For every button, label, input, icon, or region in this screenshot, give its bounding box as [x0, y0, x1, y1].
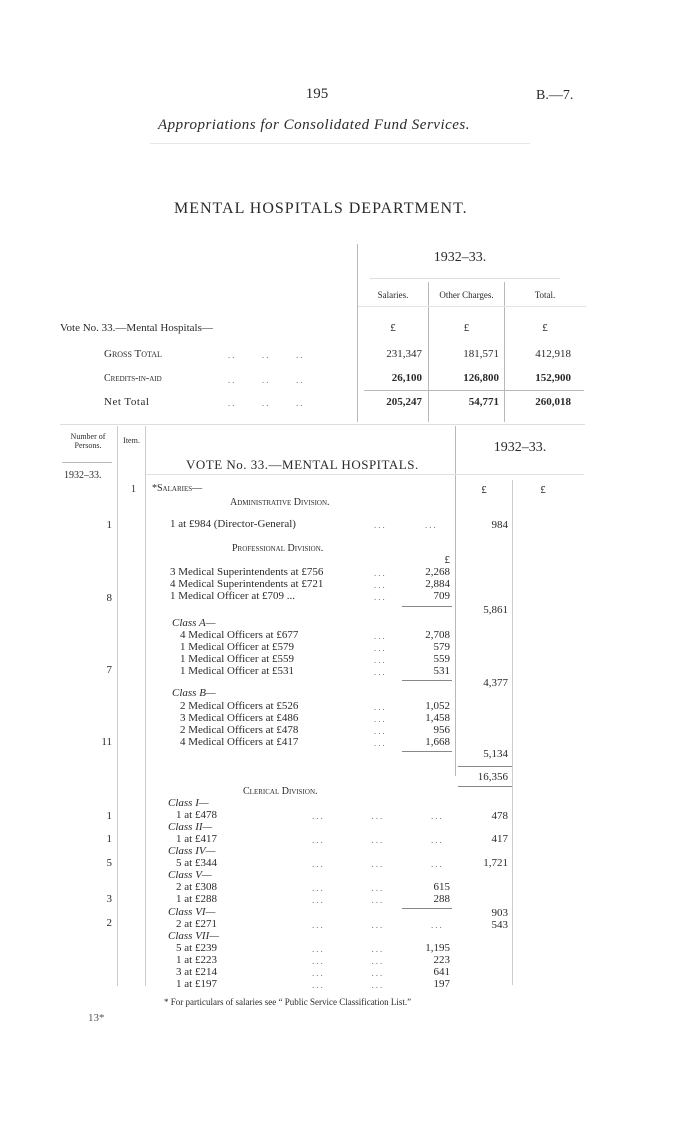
- line-item-text: 2 Medical Officers at £478: [180, 724, 299, 736]
- admin-division-heading: Administrative Division.: [230, 497, 330, 508]
- line-item-amount: 579: [433, 641, 450, 653]
- class-iv-line: 5 at £344: [176, 857, 217, 869]
- class-a-persons: 7: [106, 664, 112, 676]
- line-item-text: 3 at £214: [176, 966, 217, 978]
- line-item-text: 1 Medical Officer at £531: [180, 665, 295, 677]
- line-item-text: 1 Medical Officer at £559: [180, 653, 295, 665]
- class-ii-line: 1 at £417: [176, 833, 217, 845]
- class-a-heading: Class A—: [172, 617, 216, 629]
- page-number: 195: [305, 86, 329, 102]
- line-item-text: 1 at £223: [176, 954, 217, 966]
- admin-line: 1 at £984 (Director-General): [170, 518, 296, 530]
- salaries-heading: *Salaries—: [152, 483, 203, 494]
- line-item-amount: 1,458: [425, 712, 450, 724]
- line-item-amount: 2,884: [425, 578, 450, 590]
- line-item-text: 3 Medical Superintendents at £756: [170, 566, 324, 578]
- prof-total: 16,356: [477, 771, 508, 783]
- line-item-amount: 641: [433, 966, 450, 978]
- summary-row-label: Net Total: [104, 396, 150, 408]
- line-item-text: 4 Medical Officers at £677: [180, 629, 299, 641]
- line-item-amount: 1,668: [425, 736, 450, 748]
- line-item-amount: 709: [433, 590, 450, 602]
- class-vi-amount: 543: [491, 919, 508, 931]
- credits-salaries: 26,100: [391, 372, 422, 384]
- line-item-amount: 1,195: [425, 942, 450, 954]
- line-item-amount: 223: [433, 954, 450, 966]
- credits-total: 152,900: [535, 372, 571, 384]
- line-item-text: 5 at £239: [176, 942, 217, 954]
- credits-other: 126,800: [463, 372, 499, 384]
- line-item-amount: 956: [433, 724, 450, 736]
- line-item-amount: 615: [433, 881, 450, 893]
- year-left: 1932–33.: [64, 470, 102, 481]
- class-v-persons: 3: [106, 893, 112, 905]
- col-salaries: Salaries.: [377, 290, 409, 300]
- net-other: 54,771: [468, 396, 499, 408]
- class-vi-heading: Class VI—: [168, 906, 216, 918]
- class-b-heading: Class B—: [172, 687, 216, 699]
- line-item-text: 2 Medical Officers at £526: [180, 700, 299, 712]
- class-v-amount: 903: [491, 907, 508, 919]
- line-item-amount: 288: [433, 893, 450, 905]
- class-b-subtotal: 5,134: [483, 748, 508, 760]
- class-vii-heading: Class VII—: [168, 930, 220, 942]
- col-number-persons: Number of Persons.: [70, 432, 106, 450]
- class-v-heading: Class V—: [168, 869, 212, 881]
- gross-other: 181,571: [463, 348, 499, 360]
- footnote: * For particulars of salaries see “ Public Service Classification List.”: [164, 997, 412, 1007]
- summary-row-label: Gross Total: [104, 348, 162, 360]
- class-i-amount: 478: [491, 810, 508, 822]
- class-vi-line: 2 at £271: [176, 918, 217, 930]
- pound-sign: £: [444, 554, 450, 566]
- line-item-amount: 2,268: [425, 566, 450, 578]
- pound-sign: £: [542, 322, 548, 334]
- prof-persons: 8: [106, 592, 112, 604]
- class-i-line: 1 at £478: [176, 809, 217, 821]
- summary-row-label: Credits-in-aid: [104, 373, 162, 384]
- col-other-charges: Other Charges.: [439, 290, 494, 300]
- line-item-text: 4 Medical Superintendents at £721: [170, 578, 324, 590]
- page-subtitle: Appropriations for Consolidated Fund Services.: [158, 117, 471, 133]
- prof-subtotal: 5,861: [483, 604, 508, 616]
- department-title: MENTAL HOSPITALS DEPARTMENT.: [174, 200, 468, 217]
- line-item-text: 1 Medical Officer at £579: [180, 641, 295, 653]
- vote-label: Vote No. 33.—Mental Hospitals—: [60, 322, 213, 334]
- pound-sign: £: [463, 322, 470, 334]
- class-vi-persons: 2: [106, 917, 112, 929]
- line-item-amount: 559: [433, 653, 450, 665]
- summary-year: 1932–33.: [433, 250, 487, 265]
- sheet-mark: 13*: [88, 1012, 105, 1024]
- admin-persons: 1: [106, 519, 112, 531]
- class-iv-heading: Class IV—: [168, 845, 216, 857]
- col-total: Total.: [534, 290, 556, 300]
- admin-amount: 984: [491, 519, 508, 531]
- line-item-amount: 1,052: [425, 700, 450, 712]
- class-b-persons: 11: [101, 736, 112, 748]
- clerical-division-heading: Clerical Division.: [243, 786, 318, 797]
- class-ii-persons: 1: [106, 833, 112, 845]
- class-ii-amount: 417: [491, 833, 508, 845]
- gross-total: 412,918: [535, 348, 571, 360]
- pound-sign: £: [390, 322, 396, 334]
- prof-division-heading: Professional Division.: [232, 543, 324, 554]
- class-a-subtotal: 4,377: [483, 677, 508, 689]
- line-item-amount: 197: [433, 978, 450, 990]
- line-item-text: 2 at £308: [176, 881, 217, 893]
- col-item: Item.: [123, 436, 140, 445]
- class-i-heading: Class I—: [168, 797, 209, 809]
- line-item-text: 3 Medical Officers at £486: [180, 712, 299, 724]
- line-item-text: 1 Medical Officer at £709 ...: [170, 590, 296, 602]
- line-item-amount: 2,708: [425, 629, 450, 641]
- line-item-amount: 531: [433, 665, 450, 677]
- line-item-text: 1 at £288: [176, 893, 217, 905]
- line-item-text: 1 at £197: [176, 978, 217, 990]
- net-salaries: 205,247: [386, 396, 422, 408]
- line-item-text: 4 Medical Officers at £417: [180, 736, 299, 748]
- class-iv-amount: 1,721: [483, 857, 508, 869]
- pound-sign: £: [481, 484, 487, 496]
- class-ii-heading: Class II—: [168, 821, 213, 833]
- year-right: 1932–33.: [493, 440, 547, 455]
- document-reference: B.—7.: [536, 88, 574, 103]
- item-number: 1: [131, 484, 136, 495]
- class-iv-persons: 5: [106, 857, 112, 869]
- gross-salaries: 231,347: [386, 348, 422, 360]
- class-i-persons: 1: [106, 810, 112, 822]
- vote-heading: VOTE No. 33.—MENTAL HOSPITALS.: [186, 457, 419, 472]
- net-total: 260,018: [535, 396, 571, 408]
- pound-sign: £: [540, 484, 546, 496]
